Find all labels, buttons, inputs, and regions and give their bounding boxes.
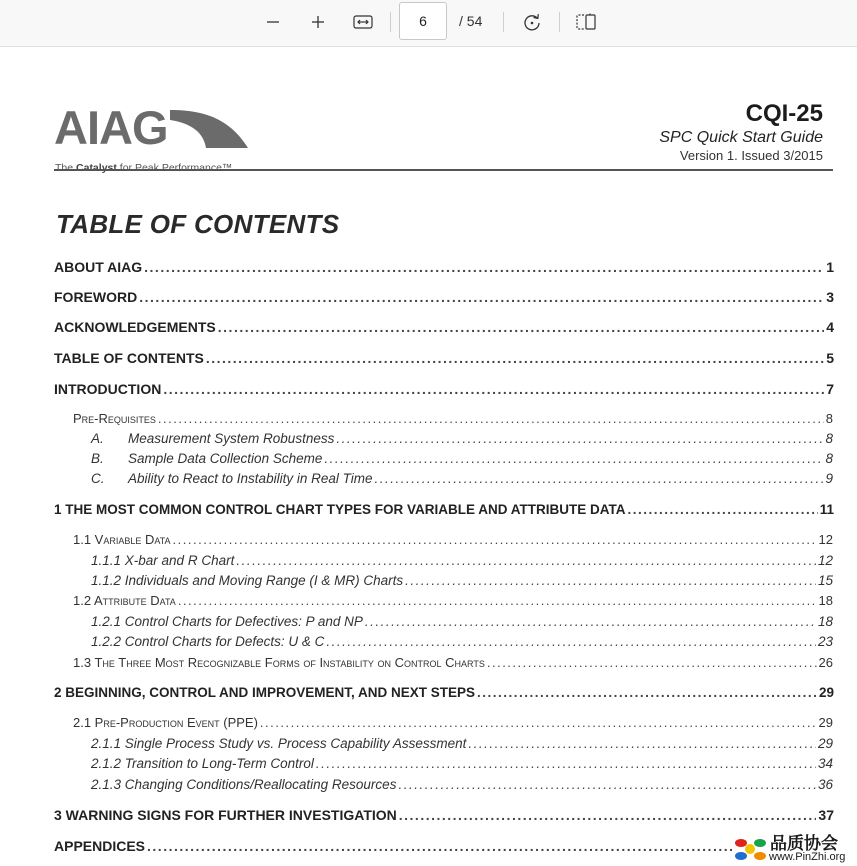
pinzhi-logo-icon	[733, 835, 767, 863]
toc-entry[interactable]: INTRODUCTION ..... 7	[54, 380, 834, 398]
two-page-view-icon	[575, 13, 597, 31]
plus-icon	[311, 15, 325, 29]
toc-entry[interactable]: ACKNOWLEDGEMENTS ..... 4	[54, 318, 834, 336]
document-version: Version 1. Issued 3/2015	[679, 148, 823, 163]
aiag-logo	[54, 101, 254, 174]
pinzhi-watermark	[733, 829, 857, 866]
toc-entry[interactable]: ABOUT AIAG ..... 1	[54, 258, 834, 276]
document-subtitle: SPC Quick Start Guide	[659, 129, 823, 146]
toolbar-separator	[390, 12, 391, 32]
toc-entry[interactable]: B. Sample Data Collection Scheme ..... 8	[91, 450, 833, 468]
toc-entry[interactable]: 1.2.1 Control Charts for Defectives: P and NP ..... 18	[91, 613, 833, 631]
toc-entry[interactable]: Pre-Requisites ..... 8	[73, 410, 833, 428]
toc-entry[interactable]: 3 WARNING SIGNS FOR FURTHER INVESTIGATION ..... 37	[54, 806, 834, 824]
toc-entry[interactable]: 1.2 Attribute Data ..... 18	[73, 592, 833, 610]
pdf-toolbar	[0, 0, 857, 47]
zoom-out-button[interactable]	[258, 8, 288, 36]
toc-entry[interactable]: FOREWORD ..... 3	[54, 288, 834, 306]
toc-entry[interactable]: 1.1.1 X-bar and R Chart ..... 12	[91, 552, 833, 570]
toc-entry[interactable]: 2.1.2 Transition to Long-Term Control ..... 34	[91, 755, 833, 773]
document-id: CQI-25	[745, 100, 823, 127]
watermark-cn-text: 品质协会	[770, 834, 838, 853]
toc-entry[interactable]: 1.3 The Three Most Recognizable Forms of Instability on Control Charts ..... 26	[73, 654, 833, 672]
toolbar-separator	[503, 12, 504, 32]
toc-entry[interactable]: 1 THE MOST COMMON CONTROL CHART TYPES FOR VARIABLE AND ATTRIBUTE DATA ..... 11	[54, 501, 834, 519]
two-page-view-button[interactable]	[571, 8, 601, 36]
document-page	[0, 47, 857, 866]
fit-width-button[interactable]	[348, 8, 378, 36]
rotate-button[interactable]	[517, 8, 547, 36]
page-number-input[interactable]	[399, 2, 447, 40]
toc-entry[interactable]: 2.1.3 Changing Conditions/Reallocating Resources ..... 36	[91, 776, 833, 794]
toc-entry[interactable]: 1.1.2 Individuals and Moving Range (I & MR) Charts ..... 15	[91, 572, 833, 590]
toc-entry[interactable]: TABLE OF CONTENTS ..... 5	[54, 349, 834, 367]
logo-tagline: The Catalyst for Peak Performance™	[55, 162, 233, 174]
toc-entry[interactable]: APPENDICES .....	[54, 837, 734, 855]
page-total: / 54	[459, 13, 483, 29]
fit-width-icon	[353, 15, 373, 29]
header-divider	[54, 169, 833, 171]
toc-entry[interactable]: 2 BEGINNING, CONTROL AND IMPROVEMENT, AND NEXT STEPS ..... 29	[54, 684, 834, 702]
toc-entry[interactable]: 2.1.1 Single Process Study vs. Process Capability Assessment ..... 29	[91, 735, 833, 753]
watermark-url-text: www.PinZhi.org	[769, 851, 846, 863]
toc-entry[interactable]: 1.1 Variable Data ..... 12	[73, 531, 833, 549]
toc-entry[interactable]: 1.2.2 Control Charts for Defects: U & C ..... 23	[91, 633, 833, 651]
logo-text: AIAG	[54, 101, 168, 154]
rotate-icon	[522, 12, 542, 32]
zoom-in-button[interactable]	[303, 8, 333, 36]
toc-entry[interactable]: A. Measurement System Robustness ..... 8	[91, 430, 833, 448]
toolbar-separator	[559, 12, 560, 32]
toc-entry[interactable]: 2.1 Pre-Production Event (PPE) ..... 29	[73, 714, 833, 732]
toc-title: TABLE OF CONTENTS	[56, 209, 340, 239]
toc-entry[interactable]: C. Ability to React to Instability in Real Time ..... 9	[91, 470, 833, 488]
logo-swoosh-icon	[170, 108, 250, 150]
minus-icon	[266, 15, 280, 29]
document-header-info	[659, 100, 823, 164]
